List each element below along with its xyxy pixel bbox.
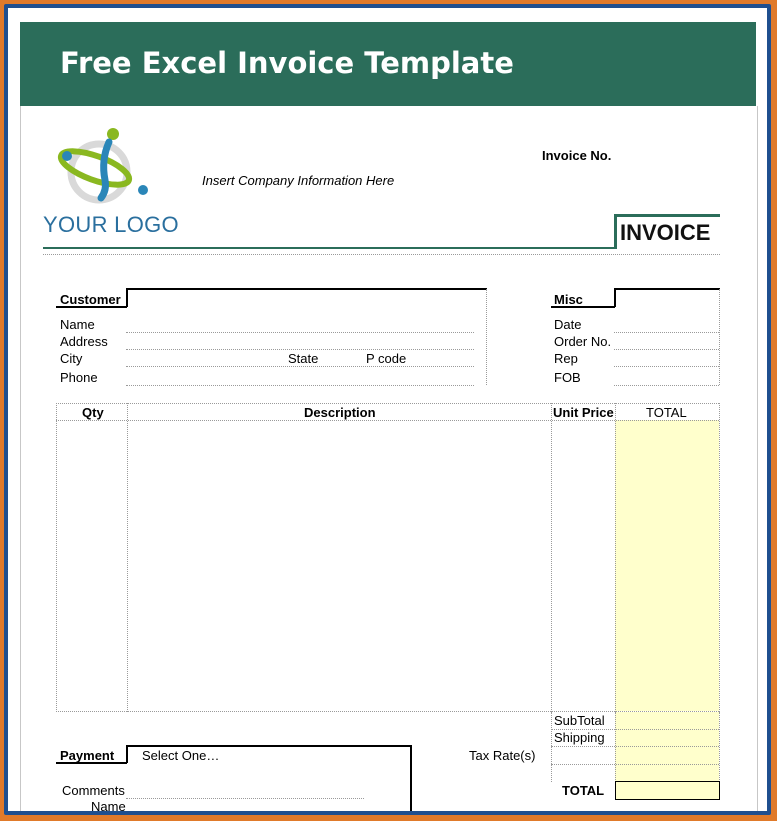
customer-name-label: Name bbox=[60, 317, 95, 332]
invoice-no-label: Invoice No. bbox=[542, 148, 612, 163]
customer-phone-field[interactable] bbox=[126, 385, 474, 386]
col-description: Description bbox=[304, 405, 376, 420]
tax-rule bbox=[551, 764, 719, 765]
misc-date-field[interactable] bbox=[614, 332, 719, 333]
shipping-value[interactable] bbox=[616, 730, 719, 746]
misc-box-divider bbox=[614, 288, 616, 307]
invoice-title: INVOICE bbox=[620, 220, 711, 245]
col-total: TOTAL bbox=[646, 405, 687, 420]
payment-box-right bbox=[410, 745, 412, 811]
comments-label: Comments bbox=[62, 783, 125, 798]
comments-field[interactable] bbox=[126, 798, 364, 799]
customer-state-label: State bbox=[288, 351, 319, 366]
customer-box-divider bbox=[126, 288, 128, 307]
table-right-border bbox=[719, 403, 720, 712]
payment-method-select[interactable]: Select One… bbox=[142, 748, 220, 763]
tax-rate-input[interactable] bbox=[552, 747, 614, 763]
subtotal-label: SubTotal bbox=[554, 713, 605, 728]
customer-box-right bbox=[486, 289, 487, 385]
payment-heading: Payment bbox=[60, 748, 115, 763]
customer-heading: Customer bbox=[60, 292, 121, 307]
grand-total-label: TOTAL bbox=[562, 783, 605, 798]
customer-address-label: Address bbox=[60, 334, 108, 349]
total-column-fill bbox=[615, 420, 719, 711]
invoice-box-left bbox=[614, 214, 617, 249]
document-canvas bbox=[8, 8, 767, 811]
tax-rate-label: Tax Rate(s) bbox=[469, 748, 536, 763]
misc-order-field[interactable] bbox=[614, 349, 719, 350]
tax-value[interactable] bbox=[616, 747, 719, 763]
name-label: Name bbox=[91, 799, 126, 811]
header-dotted-rule bbox=[43, 254, 720, 255]
customer-address-field[interactable] bbox=[126, 349, 474, 350]
logo-icon bbox=[43, 120, 163, 210]
customer-pcode-label: P code bbox=[366, 351, 407, 366]
misc-order-label: Order No. bbox=[554, 334, 612, 349]
line-items-area[interactable] bbox=[128, 421, 551, 711]
misc-rep-field[interactable] bbox=[614, 366, 719, 367]
table-left-border bbox=[56, 403, 57, 712]
logo-text: YOUR LOGO bbox=[43, 212, 179, 237]
desc-col-border bbox=[551, 403, 552, 712]
table-top-border bbox=[56, 403, 719, 404]
col-qty: Qty bbox=[82, 405, 104, 420]
misc-date-label: Date bbox=[554, 317, 582, 332]
shipping-label: Shipping bbox=[554, 730, 605, 745]
customer-city-field[interactable] bbox=[126, 366, 474, 367]
title-banner bbox=[20, 22, 756, 106]
invoice-sheet bbox=[20, 106, 758, 811]
misc-rep-label: Rep bbox=[554, 351, 578, 366]
misc-box-right bbox=[719, 289, 720, 385]
customer-name-field[interactable] bbox=[126, 332, 474, 333]
grand-total-value[interactable] bbox=[615, 781, 720, 800]
subtotal-value[interactable] bbox=[616, 713, 719, 729]
page-title: Free Excel Invoice Template bbox=[60, 46, 514, 80]
misc-fob-field[interactable] bbox=[614, 385, 719, 386]
totals-right-border bbox=[719, 712, 720, 782]
unit-col-border bbox=[615, 403, 616, 712]
header-rule bbox=[43, 247, 615, 249]
col-unit-price: Unit Price bbox=[553, 405, 614, 420]
misc-fob-label: FOB bbox=[554, 370, 581, 385]
customer-box-top bbox=[126, 288, 487, 290]
customer-city-label: City bbox=[60, 351, 83, 366]
misc-heading: Misc bbox=[554, 292, 583, 307]
misc-box-top bbox=[614, 288, 720, 290]
invoice-box-top bbox=[614, 214, 720, 217]
company-info[interactable]: Insert Company Information Here bbox=[202, 173, 395, 188]
payment-box-top bbox=[126, 745, 411, 747]
customer-phone-label: Phone bbox=[60, 370, 98, 385]
payment-box-divider bbox=[126, 745, 128, 763]
